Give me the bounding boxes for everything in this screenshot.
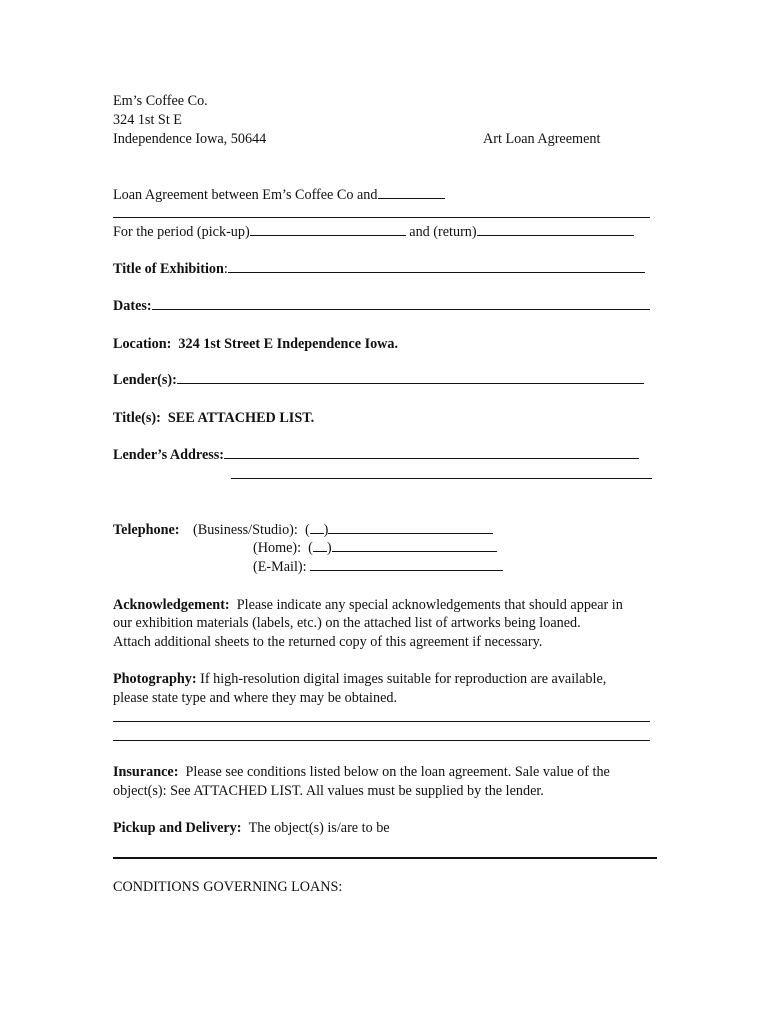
exhibition-title-label: Title of Exhibition bbox=[113, 261, 224, 277]
home-area-open: ( bbox=[308, 540, 313, 556]
acknowledgement-text-3: Attach additional sheets to the returned copy of this agreement if necessary. bbox=[113, 634, 543, 650]
acknowledgement-line-1 bbox=[113, 596, 623, 614]
location-line bbox=[113, 335, 398, 353]
borrower-blank[interactable] bbox=[378, 186, 445, 199]
insurance-text-2: object(s): See ATTACHED LIST. All values must be supplied by the lender. bbox=[113, 783, 544, 799]
home-area-close: ) bbox=[326, 540, 332, 556]
exhibition-title-colon: : bbox=[223, 261, 228, 277]
lender-address-blank-2[interactable] bbox=[231, 478, 652, 479]
pickup-delivery-text: The object(s) is/are to be bbox=[248, 820, 390, 836]
titles-label: Title(s): bbox=[113, 410, 161, 426]
dates-blank[interactable] bbox=[152, 297, 650, 310]
blank-rule[interactable] bbox=[113, 217, 650, 218]
company-street: 324 1st St E bbox=[113, 112, 182, 128]
exhibition-title-line bbox=[113, 260, 645, 278]
photography-label: Photography: bbox=[113, 671, 197, 687]
business-area-blank[interactable] bbox=[310, 521, 324, 534]
document-title: Art Loan Agreement bbox=[483, 131, 601, 147]
lenders-blank[interactable] bbox=[177, 371, 644, 384]
business-phone-blank[interactable] bbox=[328, 521, 493, 534]
lender-address-line bbox=[113, 446, 639, 464]
dates-label: Dates: bbox=[113, 298, 152, 314]
titles-value: SEE ATTACHED LIST. bbox=[167, 410, 315, 426]
business-area-open: ( bbox=[304, 522, 310, 538]
exhibition-title-blank[interactable] bbox=[228, 260, 645, 273]
insurance-label: Insurance: bbox=[113, 764, 179, 780]
home-phone-line bbox=[253, 539, 497, 557]
titles-line bbox=[113, 409, 314, 427]
return-period-label: and (return) bbox=[409, 224, 477, 240]
photography-blank-1[interactable] bbox=[113, 721, 650, 722]
email-blank[interactable] bbox=[310, 558, 503, 571]
photography-line-1 bbox=[113, 670, 606, 688]
agreement-between-line bbox=[113, 186, 445, 204]
pickup-delivery-label: Pickup and Delivery: bbox=[113, 820, 242, 836]
acknowledgement-label: Acknowledgement: bbox=[113, 597, 230, 613]
company-name: Em’s Coffee Co. bbox=[113, 93, 208, 109]
conditions-heading: CONDITIONS GOVERNING LOANS: bbox=[113, 879, 343, 895]
pickup-delivery-line bbox=[113, 819, 390, 837]
business-area-close: ) bbox=[323, 522, 329, 538]
home-phone-blank[interactable] bbox=[332, 539, 497, 552]
lenders-label: Lender(s): bbox=[113, 372, 177, 388]
home-area-blank[interactable] bbox=[313, 539, 327, 552]
email-label: (E-Mail): bbox=[253, 559, 307, 575]
acknowledgement-text-1: Please indicate any special acknowledgements that should appear in bbox=[236, 597, 623, 613]
insurance-text-1: Please see conditions listed below on the loan agreement. Sale value of the bbox=[185, 764, 610, 780]
email-line bbox=[253, 558, 503, 576]
business-phone-line bbox=[193, 521, 493, 539]
return-date-blank[interactable] bbox=[477, 223, 634, 236]
lender-address-blank[interactable] bbox=[224, 446, 639, 459]
section-divider bbox=[113, 857, 657, 859]
acknowledgement-text-2: our exhibition materials (labels, etc.) on the attached list of artworks being loaned. bbox=[113, 615, 581, 631]
agreement-between-label: Loan Agreement between Em’s Coffee Co and bbox=[113, 187, 378, 203]
lenders-line bbox=[113, 371, 644, 389]
period-line bbox=[113, 223, 634, 241]
photography-text-2: please state type and where they may be obtained. bbox=[113, 690, 398, 706]
telephone-label: Telephone: bbox=[113, 522, 180, 538]
photography-blank-2[interactable] bbox=[113, 740, 650, 741]
insurance-line-1 bbox=[113, 763, 610, 781]
pickup-date-blank[interactable] bbox=[250, 223, 406, 236]
photography-text-1: If high-resolution digital images suitable for reproduction are available, bbox=[200, 671, 607, 687]
location-label: Location: bbox=[113, 336, 172, 352]
pickup-period-label: For the period (pick-up) bbox=[113, 224, 250, 240]
dates-line bbox=[113, 297, 650, 315]
company-city: Independence Iowa, 50644 bbox=[113, 131, 267, 147]
home-phone-label: (Home): bbox=[253, 540, 302, 556]
business-phone-label: (Business/Studio): bbox=[193, 522, 298, 538]
lender-address-label: Lender’s Address: bbox=[113, 447, 225, 463]
location-value: 324 1st Street E Independence Iowa. bbox=[178, 336, 399, 352]
